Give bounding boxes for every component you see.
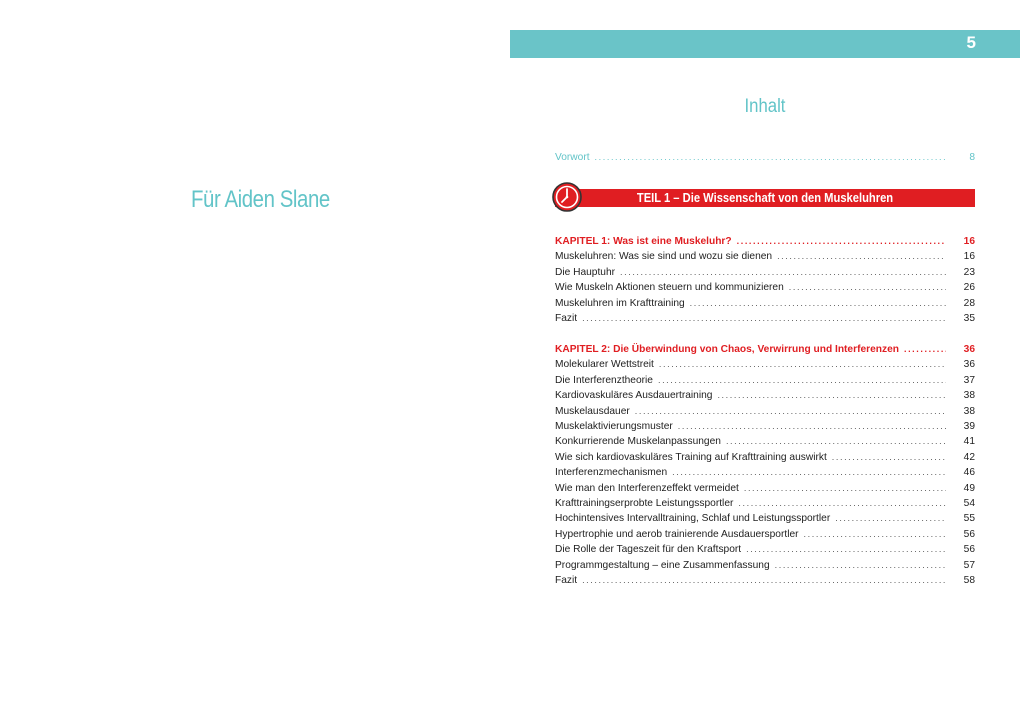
toc-chapter-title: KAPITEL 1: Was ist eine Muskeluhr?: [555, 236, 732, 247]
dot-leader: [832, 450, 946, 465]
dot-leader: [690, 296, 946, 311]
toc-entry-title: Hypertrophie und aerob trainierende Ausdauersportler: [555, 528, 799, 540]
dot-leader: [635, 404, 946, 419]
dot-leader: [804, 527, 946, 542]
toc-entry-title: Programmgestaltung – eine Zusammenfassung: [555, 559, 770, 571]
toc-entry[interactable]: [555, 496, 975, 511]
toc-entry-page: 28: [963, 297, 975, 309]
dot-leader: [658, 373, 946, 388]
toc-entry-page: 56: [963, 544, 975, 556]
toc-entry[interactable]: [555, 542, 975, 557]
dot-leader: [620, 265, 946, 280]
toc-entry-page: 38: [963, 405, 975, 417]
toc-chapter-2[interactable]: [555, 342, 975, 357]
toc-entry-title: Die Hauptuhr: [555, 266, 616, 278]
toc-entry-page: 23: [963, 266, 975, 278]
toc-entry-page: 41: [963, 436, 975, 448]
toc-entry-title: Interferenzmechanismen: [555, 467, 668, 479]
toc-entry-title: Wie man den Interferenzeffekt vermeidet: [555, 482, 739, 494]
toc-entry-title: Fazit: [555, 313, 578, 324]
toc-entry-page: 42: [963, 451, 975, 463]
toc-entry-page: 37: [963, 374, 975, 386]
toc-entry[interactable]: [555, 573, 975, 588]
toc-entry[interactable]: [555, 280, 975, 295]
toc-entry[interactable]: [555, 311, 975, 326]
toc-entry-page: 46: [963, 467, 975, 479]
dot-leader: [777, 249, 946, 264]
toc-entry-page: 16: [963, 251, 975, 263]
dot-leader: [744, 481, 946, 496]
toc-entry-page: 57: [963, 559, 975, 571]
toc-entry-title: Muskeluhren: Was sie sind und wozu sie dienen: [555, 251, 773, 263]
part-banner[interactable]: [555, 189, 975, 207]
toc-chapter-page: 16: [963, 236, 975, 247]
dot-leader: [738, 496, 946, 511]
toc-entry[interactable]: [555, 558, 975, 573]
toc-entry-title: Muskelausdauer: [555, 405, 630, 417]
dot-leader: [737, 234, 946, 249]
dot-leader: [726, 434, 946, 449]
toc-entry-title: Die Interferenztheorie: [555, 374, 653, 386]
toc-entry[interactable]: [555, 296, 975, 311]
toc-entry[interactable]: [555, 373, 975, 388]
toc-entry-title: Hochintensives Intervalltraining, Schlaf und Leistungssportler: [555, 513, 831, 525]
dedication: Für Aiden Slane: [191, 186, 330, 213]
toc-entry-page: 49: [963, 482, 975, 494]
toc-entry[interactable]: [555, 481, 975, 496]
toc-entry-title: Molekularer Wettstreit: [555, 359, 654, 371]
toc-entry-page: 8: [969, 152, 975, 163]
toc-entry[interactable]: [555, 450, 975, 465]
toc-entry-title: Die Rolle der Tageszeit für den Kraftsport: [555, 544, 742, 556]
toc-entry-title: Vorwort: [555, 152, 590, 163]
dot-leader: [672, 465, 946, 480]
right-page: [510, 0, 1020, 720]
toc-entry-title: Fazit: [555, 575, 578, 586]
toc-entry[interactable]: [555, 465, 975, 480]
toc-entry[interactable]: [555, 434, 975, 449]
toc-entry-page: 36: [963, 359, 975, 371]
toc-entry-vorwort[interactable]: [555, 150, 975, 165]
dot-leader: [717, 388, 946, 403]
toc-entry-page: 39: [963, 421, 975, 432]
toc-entry[interactable]: [555, 527, 975, 542]
toc-title: Inhalt: [744, 96, 786, 117]
toc-entry-page: 56: [963, 528, 975, 540]
part-label: TEIL 1 – Die Wissenschaft von den Muskeluhren: [636, 190, 894, 205]
toc-entry[interactable]: [555, 404, 975, 419]
dot-leader: [775, 558, 946, 573]
dot-leader: [678, 419, 946, 434]
dot-leader: [595, 150, 946, 165]
toc-entry-title: Wie Muskeln Aktionen steuern und kommunizieren: [555, 282, 784, 294]
toc-entry-title: Wie sich kardiovaskuläres Training auf Krafttraining auswirkt: [555, 451, 827, 463]
header-bar: [510, 30, 1020, 58]
dot-leader: [904, 342, 946, 357]
dot-leader: [835, 511, 946, 526]
toc-entry[interactable]: [555, 511, 975, 526]
toc-chapter-page: 36: [963, 344, 975, 355]
toc-entry[interactable]: [555, 249, 975, 264]
toc-entry[interactable]: [555, 357, 975, 372]
toc-entry[interactable]: [555, 265, 975, 280]
page-number: 5: [966, 33, 976, 52]
toc-entry-title: Muskelaktivierungsmuster: [555, 421, 673, 432]
toc-entry-title: Kardiovaskuläres Ausdauertraining: [555, 390, 713, 402]
toc-entry-page: 55: [963, 513, 975, 525]
toc-chapter-title: KAPITEL 2: Die Überwindung von Chaos, Verwirrung und Interferenzen: [555, 344, 899, 355]
toc-entry[interactable]: [555, 388, 975, 403]
dot-leader: [659, 357, 946, 372]
dot-leader: [582, 311, 946, 326]
toc-entry-page: 35: [963, 313, 975, 324]
toc-entry-title: Muskeluhren im Krafttraining: [555, 297, 685, 309]
dot-leader: [582, 573, 946, 588]
dot-leader: [746, 542, 946, 557]
dot-leader: [789, 280, 946, 295]
toc-entry-page: 26: [963, 282, 975, 294]
toc-entry-page: 58: [963, 575, 975, 586]
clock-icon: [551, 181, 583, 213]
toc-entry-title: Konkurrierende Muskelanpassungen: [555, 436, 721, 448]
toc-entry-page: 54: [963, 498, 975, 509]
toc-entry[interactable]: [555, 419, 975, 434]
toc-entry-page: 38: [963, 390, 975, 402]
toc-chapter-1[interactable]: [555, 234, 975, 249]
toc-entry-title: Krafttrainingserprobte Leistungssportler: [555, 498, 734, 509]
